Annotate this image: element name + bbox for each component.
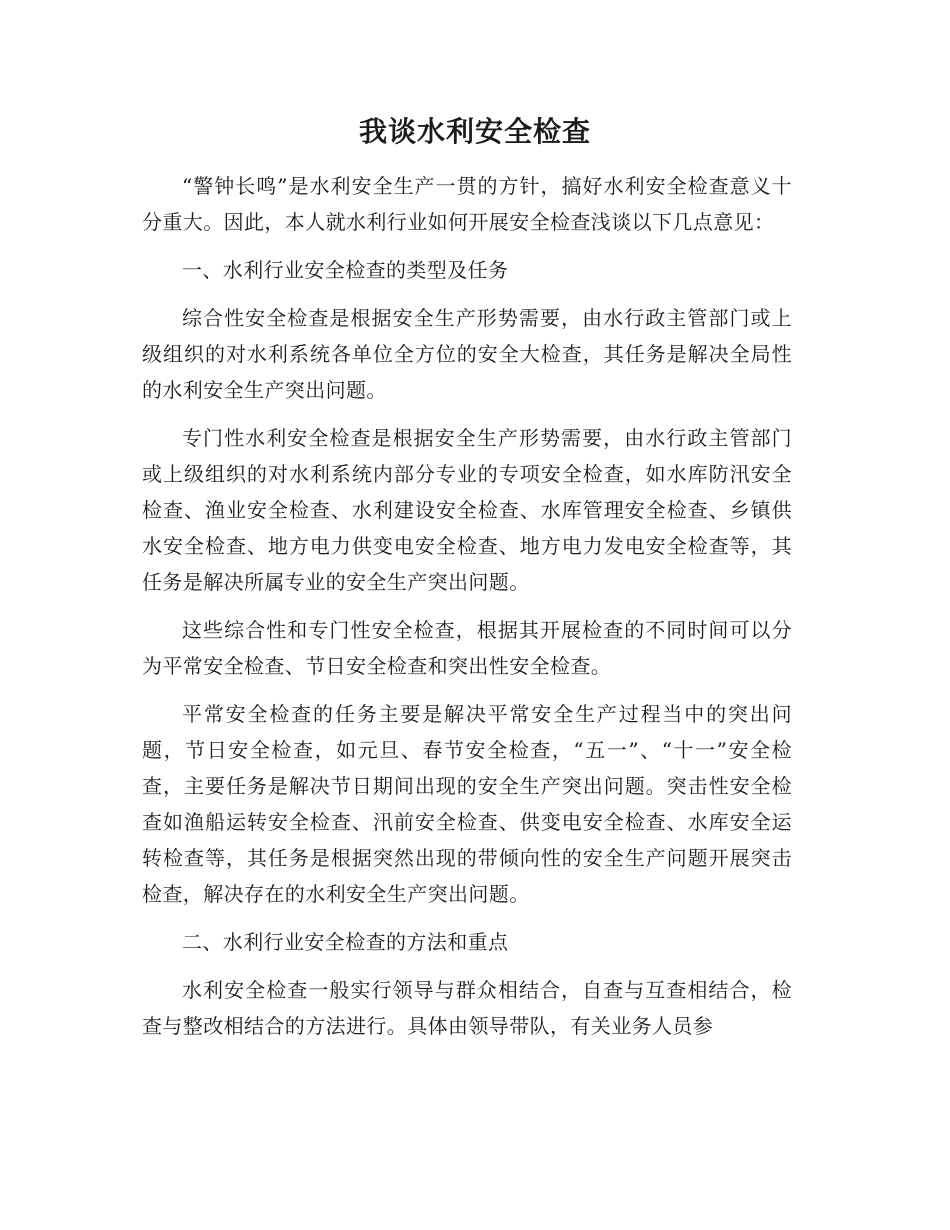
paragraph: 专门性水利安全检查是根据安全生产形势需要，由水行政主管部门或上级组织的对水利系统内部分专业的专项安全检查，如水库防汛安全检查、渔业安全检查、水利建设安全检查、水库管理安全检查、乡镇供水安全检查、地方电力供变电安全检查、地方电力发电安全检查等，其任务是解决所属专业的安全生产突出问题。 — [142, 426, 792, 594]
paragraph: 水利安全检查一般实行领导与群众相结合，自查与互查相结合，检查与整改相结合的方法进行。具体由领导带队，有关业务人员参 — [142, 978, 792, 1038]
paragraph: 平常安全检查的任务主要是解决平常安全生产过程当中的突出问题，节日安全检查，如元旦、春节安全检查，“五一”、“十一”安全检查，主要任务是解决节日期间出现的安全生产突出问题。突击性安全检查如渔船运转安全检查、汛前安全检查、供变电安全检查、水库安全运转检查等，其任务是根据突然出现的带倾向性的安全生产问题开展突击检查，解决存在的水利安全生产突出问题。 — [142, 702, 792, 906]
section-heading-1: 一、水利行业安全检查的类型及任务 — [182, 258, 509, 282]
paragraph: 这些综合性和专门性安全检查，根据其开展检查的不同时间可以分为平常安全检查、节日安全检查和突出性安全检查。 — [142, 618, 792, 678]
document-body — [142, 168, 792, 1056]
paragraph: 综合性安全检查是根据安全生产形势需要，由水行政主管部门或上级组织的对水利系统各单位全方位的安全大检查，其任务是解决全局性的水利安全生产突出问题。 — [142, 306, 792, 402]
paragraph-intro: “警钟长鸣”是水利安全生产一贯的方针，搞好水利安全检查意义十分重大。因此，本人就水利行业如何开展安全检查浅谈以下几点意见： — [142, 174, 792, 234]
section-heading-2: 二、水利行业安全检查的方法和重点 — [182, 930, 509, 954]
document-title: 我谈水利安全检查 — [358, 115, 591, 148]
